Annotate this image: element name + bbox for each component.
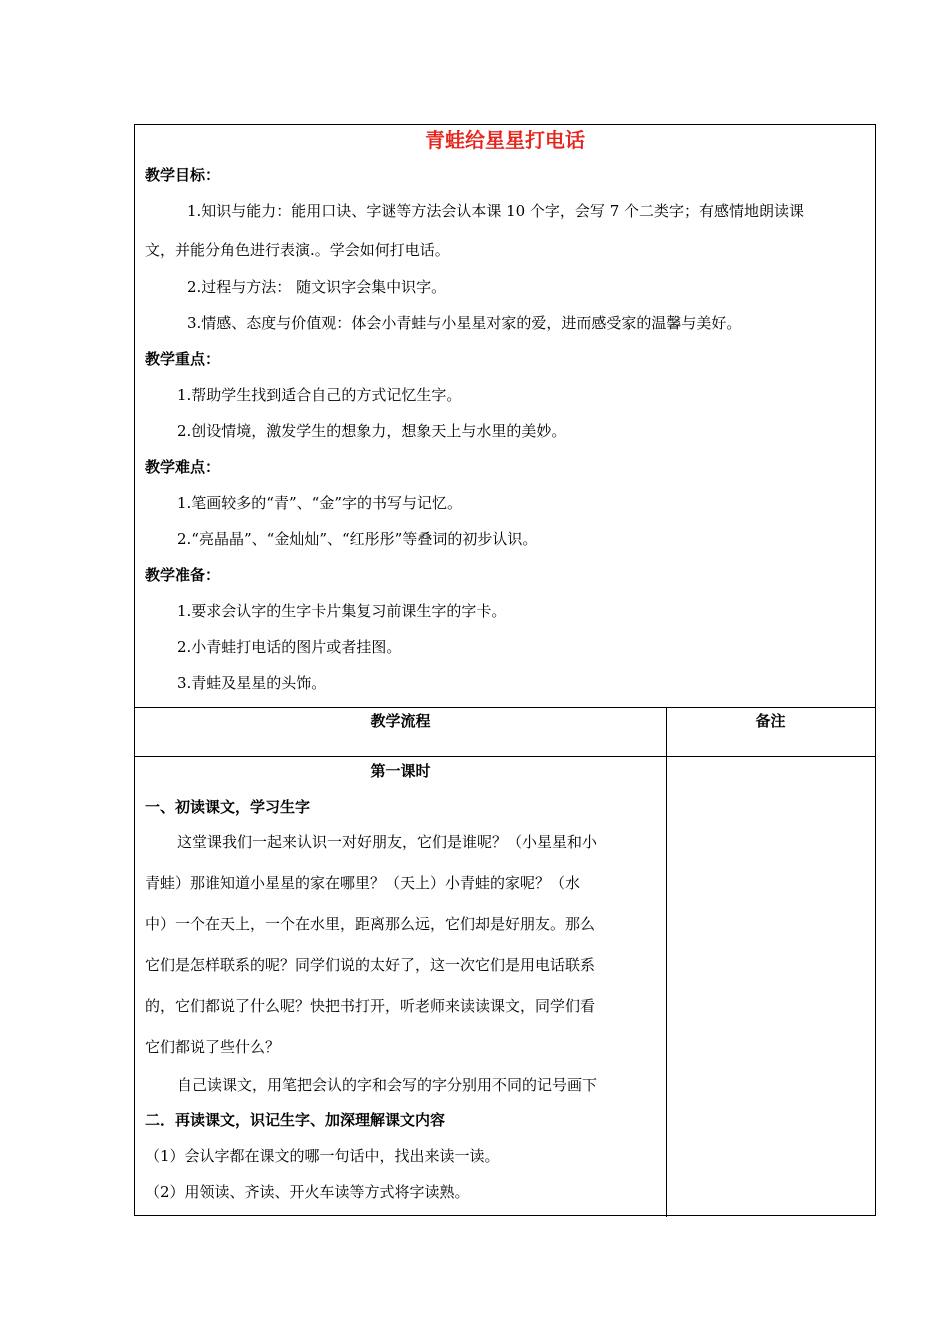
difficulties-heading: 教学难点：	[145, 458, 221, 476]
header-row-divider	[135, 756, 875, 757]
preparation-1: 1.要求会认字的生字卡片集复习前课生字的字卡。	[177, 602, 507, 620]
preparation-3: 3.青蛙及星星的头饰。	[177, 674, 327, 692]
objectives-heading: 教学目标：	[145, 166, 221, 184]
difficulty-2: 2.“亮晶晶”、“金灿灿”、“红彤彤”等叠词的初步认识。	[177, 530, 538, 548]
difficulty-1: 1.笔画较多的“青”、“金”字的书写与记忆。	[177, 494, 462, 512]
objective-1-line-1: 1.知识与能力：能用口诀、字谜等方法会认本课 10 个字，会写 7 个二类字；有感情地朗读课	[187, 202, 805, 220]
paragraph-line-1: 这堂课我们一起来认识一对好朋友，它们是谁呢？（小星星和小	[177, 833, 598, 851]
session-label: 第一课时	[370, 762, 431, 780]
lesson-plan-table	[134, 124, 876, 1216]
preparation-heading: 教学准备：	[145, 566, 221, 584]
process-column-header: 教学流程	[370, 712, 431, 730]
objective-3: 3.情感、态度与价值观：体会小青蛙与小星星对家的爱，进而感受家的温馨与美好。	[187, 314, 742, 332]
section-2-heading: 二．再读课文，识记生字、加深理解课文内容	[145, 1111, 446, 1129]
objective-2: 2.过程与方法： 随文识字会集中识字。	[187, 278, 447, 296]
paragraph-line-5: 的，它们都说了什么呢？快把书打开，听老师来读读课文，同学们看	[145, 997, 596, 1015]
document-title: 青蛙给星星打电话	[425, 128, 585, 152]
paragraph-line-3: 中）一个在天上，一个在水里，距离那么远，它们却是好朋友。那么	[145, 915, 596, 933]
paragraph-line-2: 青蛙）那谁知道小星星的家在哪里？（天上）小青蛙的家呢？（水	[145, 874, 581, 892]
preparation-2: 2.小青蛙打电话的图片或者挂图。	[177, 638, 402, 656]
key-points-heading: 教学重点：	[145, 350, 221, 368]
step-2: （2）用领读、齐读、开火车读等方式将字读熟。	[145, 1183, 470, 1201]
key-point-1: 1.帮助学生找到适合自己的方式记忆生字。	[177, 386, 462, 404]
key-point-2: 2.创设情境，激发学生的想象力，想象天上与水里的美妙。	[177, 422, 567, 440]
section-1-heading: 一、初读课文，学习生字	[145, 798, 311, 816]
step-1: （1）会认字都在课文的哪一句话中，找出来读一读。	[145, 1147, 500, 1165]
column-divider	[666, 707, 667, 1217]
paragraph-line-4: 它们是怎样联系的呢？同学们说的太好了，这一次它们是用电话联系	[145, 956, 596, 974]
objective-1-line-2: 文，并能分角色进行表演.。学会如何打电话。	[145, 241, 450, 259]
paragraph-2: 自己读课文，用笔把会认的字和会写的字分别用不同的记号画下	[177, 1076, 598, 1094]
row-divider	[135, 707, 875, 708]
notes-column-header: 备注	[755, 712, 786, 730]
paragraph-line-6: 它们都说了些什么？	[145, 1038, 281, 1056]
